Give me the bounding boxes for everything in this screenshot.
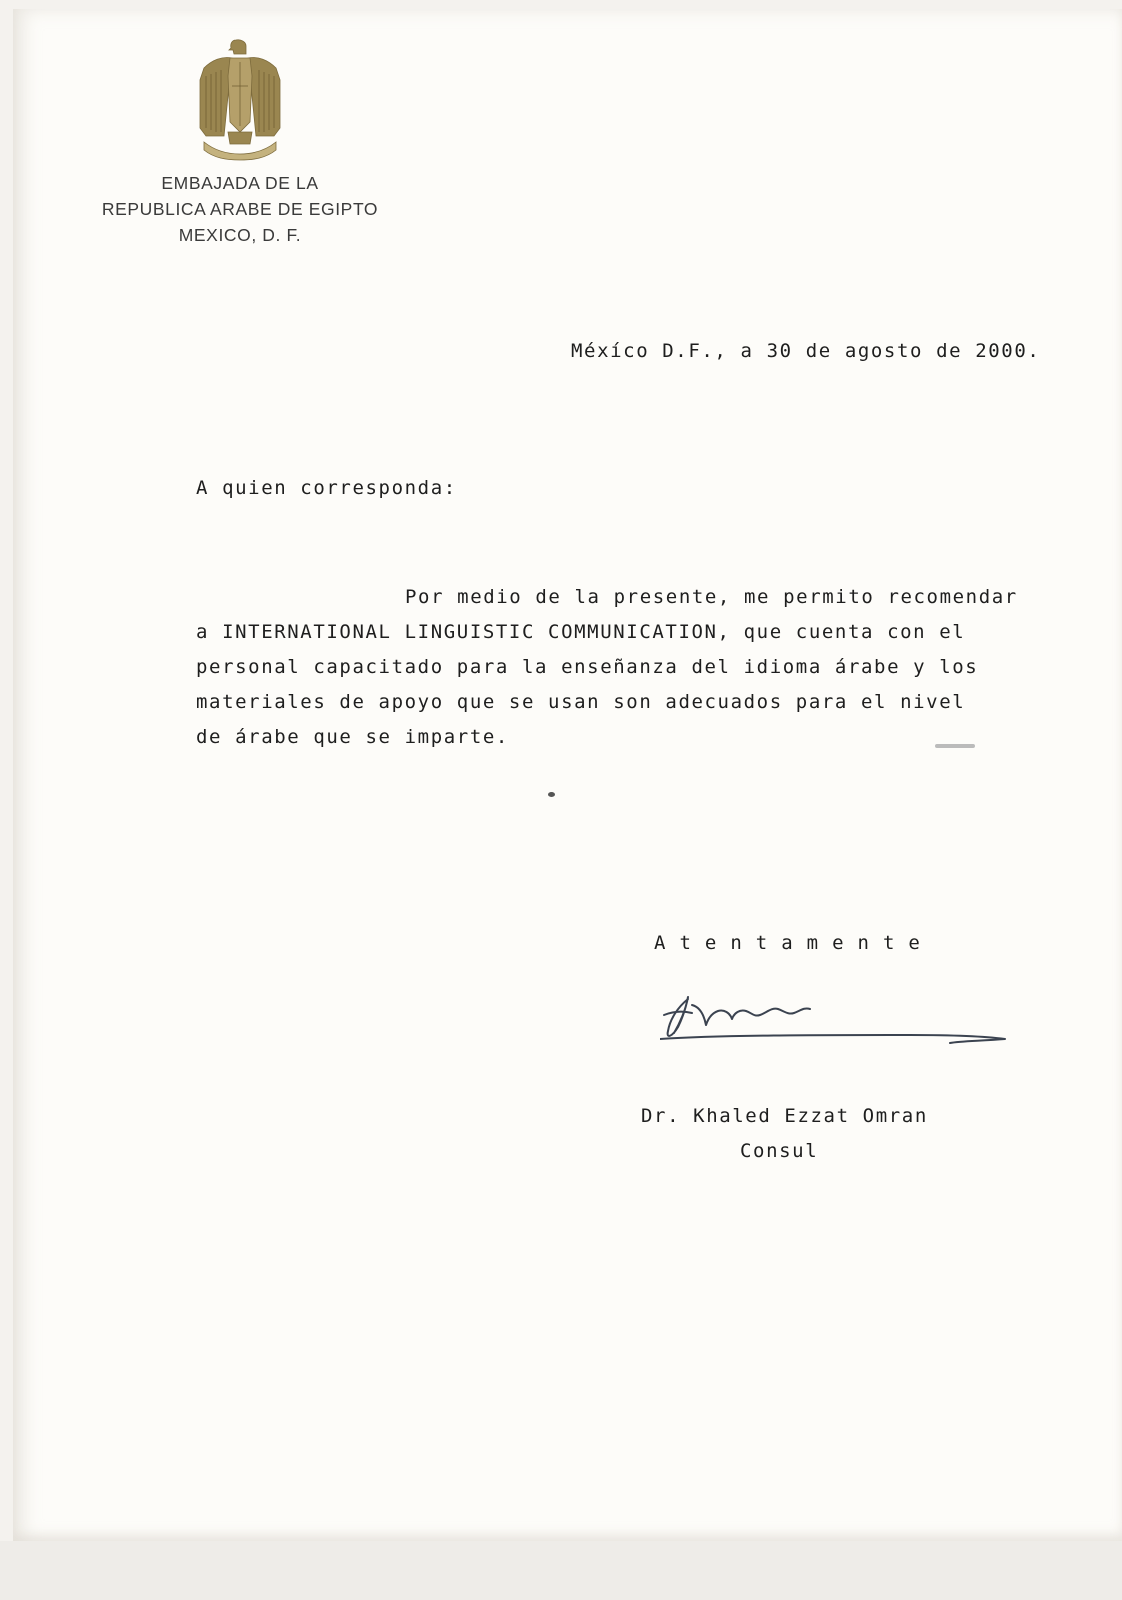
closing: Atentamente xyxy=(654,932,934,954)
letterhead-line-country: REPUBLICA ARABE DE EGIPTO xyxy=(101,199,379,219)
letterhead-line-embassy: EMBAJADA DE LA xyxy=(161,173,319,193)
signer-title: Consul xyxy=(740,1140,819,1162)
body-line: personal capacitado para la enseñanza del idioma árabe y los xyxy=(196,656,979,678)
letterhead-line-city: MEXICO, D. F. xyxy=(178,225,302,245)
letter-body xyxy=(196,580,1076,755)
letter-date: Méxíco D.F., a 30 de agosto de 2000. xyxy=(571,340,1041,362)
body-line: a INTERNATIONAL LINGUISTIC COMMUNICATION, que cuenta con el xyxy=(196,621,966,643)
body-line: de árabe que se imparte. xyxy=(196,726,509,748)
eagle-emblem-icon xyxy=(194,36,286,162)
signer-name: Dr. Khaled Ezzat Omran xyxy=(641,1105,928,1127)
scan-background xyxy=(0,1541,1122,1600)
ink-speck xyxy=(548,792,555,797)
letterhead xyxy=(80,36,400,248)
body-line: materiales de apoyo que se usan son adecuados para el nivel xyxy=(196,691,966,713)
body-line: Por medio de la presente, me permito recomendar xyxy=(405,586,1018,608)
scan-smudge xyxy=(935,744,975,748)
signature xyxy=(660,985,1032,1065)
salutation: A quien corresponda: xyxy=(196,477,457,499)
